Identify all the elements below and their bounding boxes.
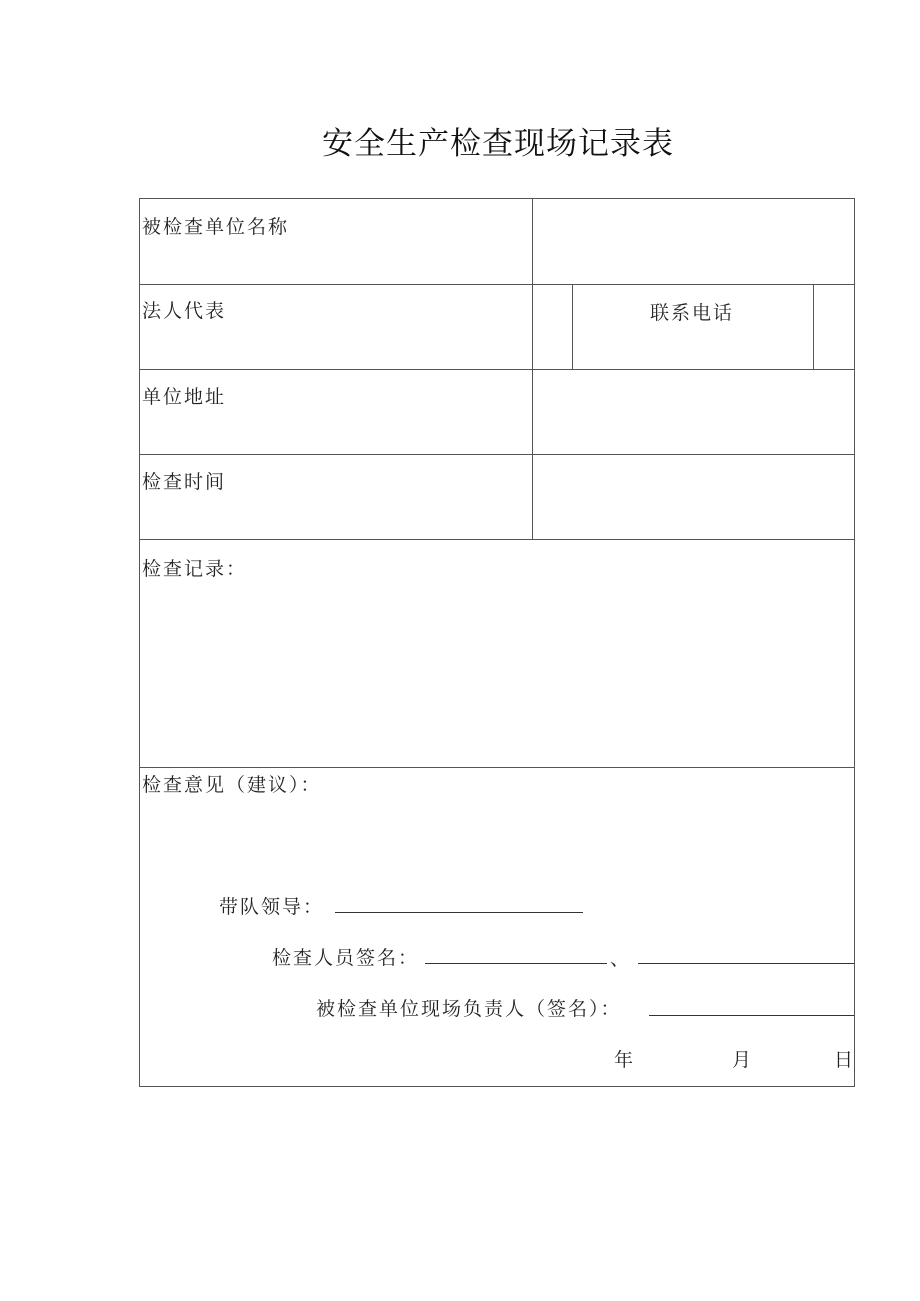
column-divider: [813, 284, 814, 369]
unit-name-label: 被检查单位名称: [142, 216, 290, 238]
row-divider: [139, 284, 855, 285]
inspector-signature-line-1[interactable]: [425, 963, 607, 964]
responsible-person-signature-line[interactable]: [649, 1015, 854, 1016]
record-table: [139, 198, 855, 1087]
phone-label: 联系电话: [650, 302, 735, 324]
inspection-time-label: 检查时间: [142, 471, 227, 493]
document-title: 安全生产检查现场记录表: [322, 126, 674, 162]
inspection-opinion-label: 检查意见（建议）：: [142, 774, 322, 796]
row-divider: [139, 539, 855, 540]
column-divider: [532, 198, 533, 539]
column-divider: [572, 284, 573, 369]
row-divider: [139, 454, 855, 455]
team-leader-label: 带队领导：: [219, 896, 325, 918]
inspector-signature-line-2[interactable]: [638, 963, 854, 964]
team-leader-signature-line[interactable]: [335, 912, 583, 913]
signature-separator: 、: [610, 948, 632, 970]
inspectors-signature-label: 检查人员签名：: [272, 947, 420, 969]
date-month-label: 月: [732, 1049, 754, 1071]
row-divider: [139, 767, 855, 768]
responsible-person-signature-label: 被检查单位现场负责人（签名）：: [316, 998, 622, 1020]
date-year-label: 年: [614, 1049, 636, 1071]
address-label: 单位地址: [142, 386, 227, 408]
inspection-record-label: 检查记录：: [142, 558, 248, 580]
legal-rep-label: 法人代表: [142, 300, 227, 322]
date-day-label: 日: [834, 1049, 856, 1071]
row-divider: [139, 369, 855, 370]
